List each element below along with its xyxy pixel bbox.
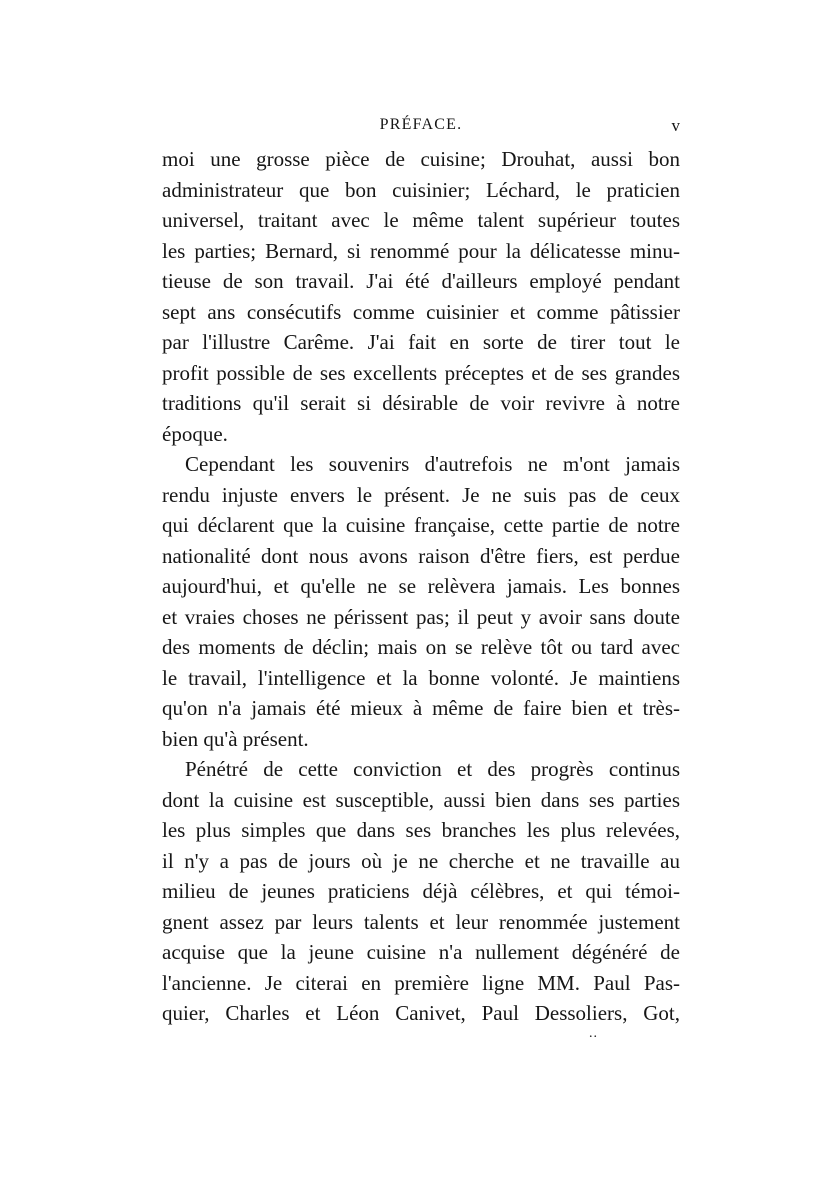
text-line: qu'on n'a jamais été mieux à même de faire bien et très- bbox=[162, 696, 680, 720]
text-line: rendu injuste envers le présent. Je ne suis pas de ceux bbox=[162, 482, 680, 507]
text-line: le travail, l'intelligence et la bonne volonté. Je maintiens bbox=[162, 665, 680, 690]
text-line: les parties; Bernard, si renommé pour la délicatesse minu- bbox=[162, 238, 680, 263]
text-line: quier, Charles et Léon Canivet, Paul Dessoliers, Got, bbox=[162, 1001, 680, 1025]
signature-mark: .. bbox=[589, 1026, 598, 1041]
running-head-title: PRÉFACE. bbox=[379, 116, 463, 133]
text-line: sept ans consécutifs comme cuisinier et comme pâtissier bbox=[162, 299, 680, 324]
body-text bbox=[162, 144, 680, 1029]
running-head bbox=[162, 116, 680, 140]
text-line: acquise que la jeune cuisine n'a nullement dégénéré de bbox=[162, 940, 680, 964]
text-line: milieu de jeunes praticiens déjà célèbres, et qui témoi- bbox=[162, 879, 680, 903]
text-line: gnent assez par leurs talents et leur renommée justement bbox=[162, 909, 680, 934]
text-line: traditions qu'il serait si désirable de voir revivre à notre bbox=[162, 391, 680, 415]
text-line: administrateur que bon cuisinier; Léchard, le praticien bbox=[162, 177, 680, 202]
text-line: profit possible de ses excellents préceptes et de ses grandes bbox=[162, 360, 680, 385]
text-line: par l'illustre Carême. J'ai fait en sorte de tirer tout le bbox=[162, 330, 680, 354]
text-line: et vraies choses ne périssent pas; il peut y avoir sans doute bbox=[162, 604, 680, 629]
text-line: tieuse de son travail. J'ai été d'ailleurs employé pendant bbox=[162, 269, 680, 293]
text-line: époque. bbox=[162, 421, 228, 446]
text-line: aujourd'hui, et qu'elle ne se relèvera jamais. Les bonnes bbox=[162, 574, 680, 598]
paragraph-first-line: Pénétré de cette conviction et des progrès continus bbox=[185, 757, 680, 781]
text-line: nationalité dont nous avons raison d'être fiers, est perdue bbox=[162, 543, 680, 568]
text-line: universel, traitant avec le même talent supérieur toutes bbox=[162, 208, 680, 232]
text-line: il n'y a pas de jours où je ne cherche et ne travaille au bbox=[162, 848, 680, 873]
text-line: dont la cuisine est susceptible, aussi bien dans ses parties bbox=[162, 787, 680, 812]
text-line: l'ancienne. Je citerai en première ligne MM. Paul Pas- bbox=[162, 970, 680, 995]
text-line: les plus simples que dans ses branches les plus relevées, bbox=[162, 818, 680, 842]
text-line: bien qu'à présent. bbox=[162, 726, 309, 751]
page-number: v bbox=[671, 116, 680, 135]
text-line: qui déclarent que la cuisine française, cette partie de notre bbox=[162, 513, 680, 537]
text-line: des moments de déclin; mais on se relève tôt ou tard avec bbox=[162, 635, 680, 659]
text-line: moi une grosse pièce de cuisine; Drouhat, aussi bon bbox=[162, 147, 680, 171]
paragraph-first-line: Cependant les souvenirs d'autrefois ne m'ont jamais bbox=[185, 452, 680, 476]
